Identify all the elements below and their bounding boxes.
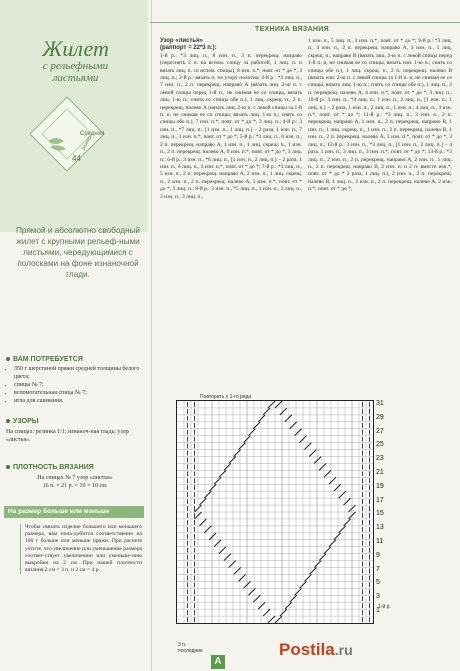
chart-row-number: 19: [376, 482, 384, 490]
chart-row-number: 3: [376, 593, 380, 601]
materials-list: [6, 365, 144, 405]
chart-stitch-mark: [214, 540, 221, 547]
chart-bottom-label: 3 п. последние: [178, 642, 203, 654]
materials-item: • вспомогательная спица № 7;: [14, 389, 144, 397]
chart-stitch-mark: [229, 561, 236, 568]
chart-stitch-mark: [314, 457, 321, 464]
chart-stitch-mark: [314, 561, 321, 568]
chart-row-number: 17: [376, 496, 384, 504]
title-line-2: листьями: [52, 72, 99, 84]
chart-stitch-mark: [268, 616, 275, 623]
chart-stitch-mark: [258, 415, 265, 422]
intro-text: Прямой и абсолютно свободный жилет с крупными рельеф-ными листьями, чередующимися с полосками на фоне изнаночной глади.: [16, 226, 140, 279]
chart-stitch-mark: [209, 533, 216, 540]
chart-stitch-mark: [329, 477, 336, 484]
chart-stitch-mark: [295, 429, 302, 436]
column-divider: [151, 0, 152, 671]
instructions-column-2: [308, 38, 452, 194]
instructions-column-1: [160, 38, 302, 201]
bullet-icon: [6, 419, 10, 423]
chart-row-number: 11: [376, 538, 384, 545]
article-title: [8, 38, 143, 84]
chart-stitch-mark: [224, 463, 231, 470]
chart-stitch-mark: [204, 491, 211, 498]
watermark: Postila.ru: [279, 640, 353, 659]
patterns-heading: УЗОРЫ: [6, 418, 39, 425]
chart-row-number: 7: [376, 565, 380, 573]
bullet-icon: [6, 357, 10, 361]
bullet-icon: [6, 465, 10, 469]
chart-stitch-mark: [263, 609, 270, 616]
chart-row-number: 9: [376, 551, 380, 559]
chart-stitch-mark: [290, 422, 297, 429]
chart-stitch-mark: [334, 484, 341, 491]
chart-repeat-label: Повторить с 1-го ряда: [200, 394, 252, 400]
patterns-text: На спицах: резинка 1/1; изнаноч-ная гладь; узор «листья».: [6, 429, 129, 443]
chart-stitch-mark: [275, 401, 282, 408]
page-letter: A: [211, 655, 225, 669]
chart-stitch-mark: [339, 526, 346, 533]
title-main: Жилет: [42, 36, 109, 61]
pattern-heading: Узор «листья»: [160, 38, 203, 44]
chart-row-number: 27: [376, 427, 384, 435]
chart-stitch-mark: [199, 519, 206, 526]
chart-stitch-mark: [219, 470, 226, 477]
knitting-chart: [176, 400, 374, 624]
chart-stitch-mark: [253, 422, 260, 429]
chart-stitch-mark: [309, 450, 316, 457]
chart-row-numbers: [376, 400, 404, 622]
chart-stitch-mark: [290, 595, 297, 602]
leaf-badge-icon: [28, 95, 106, 173]
left-column: [0, 0, 148, 671]
chart-stitch-mark: [344, 498, 351, 505]
chart-stitch-mark: [268, 401, 275, 408]
chart-row-number: 31: [376, 400, 384, 407]
chart-stitch-mark: [275, 616, 282, 623]
chart-first-row: 1-й р.: [378, 604, 391, 610]
chart-stitch-mark: [204, 526, 211, 533]
chart-stitch-mark: [285, 602, 292, 609]
header-box: [0, 0, 148, 232]
chart-stitch-mark: [214, 477, 221, 484]
chart-stitch-mark: [329, 540, 336, 547]
chart-stitch-mark: [304, 443, 311, 450]
chart-row-number: 1: [376, 607, 380, 614]
chart-stitch-mark: [209, 484, 216, 491]
chart-stitch-mark: [319, 463, 326, 470]
title-line-1: с рельефными: [42, 60, 109, 72]
badge-sub: размер: [80, 134, 93, 151]
chart-stitch-mark: [253, 595, 260, 602]
chart-row-number: 23: [376, 455, 384, 463]
materials-heading: ВАМ ПОТРЕБУЕТСЯ: [6, 356, 83, 363]
pattern-instructions: 1-й р.: *3 лиц. п., 8 изн. п., 3 п. перекрещ. направо (переснять 2 п. на вспом. спицу за работой, 1 лиц. п. и вязать лиц. п. со вспом. спицы), 8 изн. п.*, повт. от * до *, 3 лиц. п.; 2-й р.: вязать п. по узору полотна; 3-й р.: *3 лиц. п., 7 изн. п., 2 п. перекрещ. направо А (вязать лиц. 2-ю п. с левой спицы перед 1-й п., не снимая ее со спицы, вязать лиц. 1-ю п.; снять со спицы обе п.), 1 лиц. скрещ. п., 2 п. перекрещ. налево А (вязать лиц. 2-ю п. с левой спицы за 1-й п. и, не снимая ее со спицы, вязать лиц. 1-ю п.; снять со спицы обе п.), 7 изн. п.*, повт. от * до *, 3 лиц. п.; 4-й р.: 3 изн. п., *7 лиц. п., [1 изн. п., 1 лиц. п.] − 2 раза, 1 изн. п., 7 лиц. п., 3 изн. п.*, повт. от * до *; 5-й р.: *3 лиц. п., 6 изн. п., 2 п. перекрещ. направо А, 1 изн. п., 1 лиц. скрещ. п., 1 изн. п., 2 п. перекрещ. налево А, 6 изн. п.*, повт. от * до *, 3 лиц. п.; 6-й р.: 3 изн. п., *6 лиц. п., [1 изн. п., 2 лиц. п.] − 2 раза, 1 изн. п., 6 лиц. п., 3 изн. п.*, повт. от * до *; 7-й р.: *3 лиц. п., 5 изн. п., 2 п. перекрещ. направо А, 2 изн. п., 1 лиц. скрещ. п., 2 изн. п., 2 п. перекрещ. налево А, 5 изн. п.*, повт. от * до *, 3 лиц. п.; 8-й р.: 3 изн. п., *5 лиц. п., 1 изн. п., 3 лиц. п., 3 изн. п., 3 лиц. п.,: [160, 52, 302, 200]
size-text: Чтобы связать изделие большего или меньшего размера, вам пона-добится соответственно на 100 г больше или меньше пряжи. При расчете учтите, что увеличение или уменьшение размера соответ-ствует увеличению или уменьше-нию выкройки на 2 см. При нашей плотности вязания 2 см = 3 п. и 2 см = 4 р.: [20, 524, 142, 574]
chart-stitch-mark: [324, 470, 331, 477]
chart-stitch-mark: [199, 498, 206, 505]
materials-item: • спицы № 7;: [14, 381, 144, 389]
badge-label: Средняя: [80, 131, 105, 137]
chart-stitch-mark: [248, 429, 255, 436]
chart-stitch-mark: [224, 554, 231, 561]
chart-row-number: 25: [376, 441, 384, 449]
chart-stitch-mark: [239, 574, 246, 581]
chart-stitch-mark: [263, 408, 270, 415]
chart-stitch-mark: [239, 443, 246, 450]
chart-stitch-mark: [285, 415, 292, 422]
chart-stitch-mark: [258, 602, 265, 609]
badge-size: 44: [72, 154, 81, 163]
chart-stitch-mark: [229, 457, 236, 464]
chart-row-number: 29: [376, 413, 384, 421]
density-heading: ПЛОТНОСТЬ ВЯЗАНИЯ: [6, 464, 94, 471]
chart-stitch-mark: [309, 568, 316, 575]
chart-stitch-mark: [319, 554, 326, 561]
section-header: ТЕХНИКА ВЯЗАНИЯ: [255, 26, 329, 33]
chart-stitch-mark: [219, 547, 226, 554]
density-text: На спицах № 7 узор «листья» 16 п. × 21 р. = 10 × 10 см.: [37, 475, 113, 489]
chart-stitch-mark: [280, 609, 287, 616]
materials-item: • игла для сшивания.: [14, 397, 144, 405]
pattern-instructions-cont: 1 изн. п., 5 лиц. п., 3 изн. п.*, повт. от * до *; 9-й р.: *3 лиц. п., 4 изн. п., 2 п. перекрещ. направо А, 3 изн. п., 1 лиц. скрещ. п., направо В (вязать лиц. 2-ю п. с левой спицы перед 1-й п. и, не снимая ее со спицы, вязать изн. 1-ю п.; снять со спицы обе п.), 1 лиц. скрещ. п., 2 п. перекрещ. налево В (вязать изн. 2-ю п. с левой спицы за 1-й п. и, не снимая ее со спицы, вязать лиц. 1-ю п.; снять со спицы обе п.), 1 лиц. п., 2 п. перекрещ. налево А, 4 изн. п.*, повт. от * до *, 3 лиц. п.; 10-й р.: 3 изн. п., *4 лиц. п., 1 изн. п., 2 лиц. п., [1 изн. п., 1 лиц. п.] − 2 раза, 1 изн. п., 2 лиц. п., 1 изн. п., 4 лиц. п., 3 изн. п.*, повт. от * до *; 11-й р.: *3 лиц. п., 3 изн. п., 2 п. перекрещ. направо А, 1 изн. п., 2 п. перекрещ. направо В, 1 изн. п., 1 лиц. скрещ. п., 1 изн. п., 2 п. перекрещ. налево В, 1 изн. п., 2 п. перекрещ. налево А, 3 изн. п.*, повт. от * до *, 3 лиц. п.; 12-й р.: 3 изн. п., *3 лиц. п., [1 изн. п., 2 лиц. п.] − 4 раза, 1 изн. п., 3 лиц. п., 3 изн. п.*, повт. от * до *; 13-й р.: *3 лиц. п., 2 изн. п., 2 п. перекрещ. направо А, 2 изн. п., 1 лиц. п., 2 п. перекрещ. направо В, 2 изн. п. и 2 п. вместе изн.*, повт. от * до * 2 раза, 1 лиц. п.), 2 изн. п., 2 п. перекрещ. налево В, 1 лиц. п., 2 изн. п., 2 п. перекрещ. налево А, 2 изн. п.*, повт. от * до *,: [308, 38, 452, 193]
pattern-repeat: (раппорт = 22*3 п.):: [160, 45, 217, 52]
chart-stitch-mark: [280, 408, 287, 415]
chart-row-number: 21: [376, 469, 384, 476]
chart-stitch-mark: [339, 491, 346, 498]
materials-item: • 350 г шерстяной пряжи средней толщины белого цвета;: [14, 365, 144, 381]
chart-stitch-mark: [234, 568, 241, 575]
chart-row-number: 13: [376, 524, 384, 532]
chart-stitch-mark: [295, 588, 302, 595]
chart-stitch-mark: [334, 533, 341, 540]
chart-stitch-mark: [234, 450, 241, 457]
chart-row-number: 15: [376, 510, 384, 518]
size-heading: На размер больше или меньше: [4, 506, 144, 518]
chart-stitch-mark: [248, 588, 255, 595]
chart-stitch-mark: [344, 519, 351, 526]
chart-row-number: 5: [376, 579, 380, 587]
chart-stitch-mark: [304, 574, 311, 581]
chart-stitch-mark: [324, 547, 331, 554]
